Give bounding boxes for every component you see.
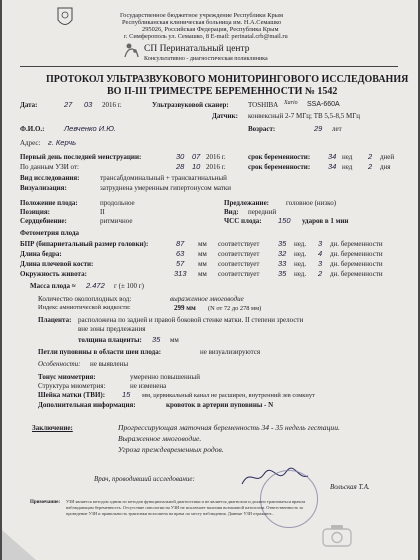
lmp-year: 2016 г. — [206, 153, 226, 161]
document-page — [2, 0, 418, 560]
sensor-label: Датчик: — [212, 112, 238, 120]
placenta-text-2: вне зоны предлежания — [78, 325, 146, 333]
femur-weeks: 32 — [278, 249, 287, 258]
placenta-label: Плацента: — [38, 316, 72, 324]
heartbeat-value: ритмичное — [100, 217, 133, 225]
lmp-day: 30 — [176, 152, 185, 161]
term1-days: 2 — [368, 152, 373, 161]
cord-loops-label: Петли пуповины в области шеи плода: — [38, 348, 162, 356]
coat-of-arms-icon — [56, 6, 74, 30]
scanner-brand: TOSHIBA — [248, 101, 279, 109]
extra-info-value: кровоток в артерии пуповины - N — [166, 401, 274, 409]
visualization-value: затруднена умеренным гипертонусом матки — [100, 184, 232, 192]
abdomen-weeks: 35 — [278, 269, 287, 278]
heartbeat-label: Сердцебиение: — [20, 217, 67, 225]
lmp-month: 07 — [192, 152, 201, 161]
femur-unit: мм — [198, 250, 207, 258]
address-label: Адрес: — [20, 139, 41, 147]
visualization-label: Визуализация: — [20, 184, 67, 192]
abdomen-days: 2 — [318, 269, 323, 278]
presentation-value: головное (низко) — [286, 199, 337, 207]
femur-mm: 63 — [176, 249, 185, 258]
humerus-label: Длина плечевой кости: — [20, 260, 94, 268]
presentation-label: Предлежание: — [224, 199, 270, 207]
bpd-mm: 87 — [176, 239, 185, 248]
cervix-label: Шейка матки (ТВИ): — [38, 391, 106, 399]
first-us-day: 28 — [176, 162, 185, 171]
header-rule — [20, 66, 398, 67]
note-label: Примечание: — [30, 500, 61, 505]
term1-label: срок беременности: — [248, 153, 311, 161]
extra-info-label: Дополнительная информация: — [38, 401, 136, 409]
fetal-pos-value: II — [100, 208, 105, 216]
humerus-mm: 57 — [176, 259, 185, 268]
abdomen-weeks-unit: нед. — [294, 270, 307, 278]
placenta-thickness-label: толщина плаценты: — [78, 336, 142, 344]
conclusion-line-3: Угроза преждевременных родов. — [118, 445, 224, 454]
page-corner-fold — [2, 530, 36, 560]
note-text: УЗИ является методом одним из методов функциональной диагностики и не является диагнозом и должно трактоваться врачом наблюдающим беременность. Отсутствие патологии на УЗИ не исключает наличия возможной патологии. Ответственность за проведение УЗИ и правильность трактовки возложена на врача по месту наблюдения. Данные УЗИ отражают... — [66, 499, 306, 516]
age-value: 29 — [314, 124, 323, 133]
protocol-title-line1: ПРОТОКОЛ УЛЬТРАЗВУКОВОГО МОНИТОРИНГОВОГО ИССЛЕДОВАНИЯ — [46, 74, 409, 85]
placenta-text-1: расположена по задней и правой боковой стенке матки. II степени зрелости — [78, 316, 304, 324]
fetometry-title: Фетометрия плода — [20, 229, 79, 237]
myometrium-structure-label: Структура миометрия: — [38, 382, 106, 390]
view-label: Вид: — [224, 208, 239, 216]
conclusion-line-2: Выраженное многоводие. — [118, 434, 202, 443]
conclusion-label: Заключение: — [32, 424, 73, 432]
afi-value: 299 мм — [174, 304, 196, 312]
exam-type-value: трансабдоминальный + трансвагинальный — [100, 174, 227, 182]
cord-loops-value: не визуализируются — [200, 348, 261, 356]
scanner-label: Ультразвуковой сканер: — [152, 101, 229, 109]
term1-weeks: 34 — [328, 152, 337, 161]
lmp-label: Первый день последней менструации: — [20, 153, 142, 161]
term1-days-unit: дней — [380, 153, 395, 161]
sensor-value: конвексный 2-7 МГц; ТВ 5,5-8,5 МГц — [248, 112, 361, 120]
first-us-month: 10 — [192, 162, 201, 171]
patient-name: Левченко И.Ю. — [64, 124, 116, 133]
femur-days-unit: дн. беременности — [330, 250, 383, 258]
date-label: Дата: — [20, 101, 38, 109]
term2-weeks-unit: нед — [342, 163, 353, 171]
conclusion-line-1: Прогрессирующая маточная беременность 34 - 35 недель гестации. — [118, 423, 340, 432]
femur-weeks-unit: нед. — [294, 250, 307, 258]
fluid-amount-value: выраженное многоводие — [170, 295, 244, 303]
placenta-thickness-unit: мм — [170, 336, 179, 344]
date-day: 27 — [64, 100, 73, 109]
fluid-amount-label: Количество околоплодных вод: — [38, 295, 132, 303]
mother-child-logo-icon — [122, 42, 142, 58]
placenta-thickness-value: 35 — [152, 335, 161, 344]
humerus-unit: мм — [198, 260, 207, 268]
humerus-days: 3 — [318, 259, 323, 268]
org-line-2: Республиканская клиническая больница им. Н.А.Семашко — [122, 19, 282, 26]
heart-rate-value: 150 — [278, 216, 291, 225]
features-label: Особенности: — [38, 360, 81, 368]
first-us-year: 2016 г. — [206, 163, 226, 171]
features-value: не выявлены — [90, 360, 129, 368]
address-value: г. Керчь — [48, 138, 77, 147]
scanner-model: SSA-660A — [307, 101, 340, 108]
tone-value: умеренно повышенный — [130, 373, 200, 381]
humerus-days-unit: дн. беременности — [330, 260, 383, 268]
fetal-position-label: Положение плода: — [20, 199, 78, 207]
term1-weeks-unit: нед — [342, 153, 353, 161]
term2-label: срок беременности: — [248, 163, 311, 171]
org-line-1: Государственное бюджетное учреждение Республики Крым — [120, 12, 284, 19]
org-line-3: 295026, Российская Федерация, Республика Крым — [142, 26, 279, 33]
afi-norm: (N от 72 до 278 мм) — [208, 305, 262, 312]
scanner-logo: Xario — [284, 100, 298, 106]
heart-rate-unit: ударов в 1 мин — [302, 217, 349, 225]
abdomen-match: соответствует — [218, 270, 260, 278]
femur-days: 4 — [318, 249, 323, 258]
camera-watermark-icon — [320, 522, 354, 548]
age-unit: лет — [332, 125, 342, 133]
abdomen-mm: 313 — [174, 269, 187, 278]
term2-days-unit: дня — [380, 163, 391, 171]
age-label: Возраст: — [248, 125, 276, 133]
first-us-label: По данным УЗИ от: — [20, 163, 79, 171]
bpd-days: 3 — [318, 239, 323, 248]
myometrium-structure-value: не изменена — [130, 382, 167, 390]
fio-label: Ф.И.О.: — [20, 125, 45, 133]
bpd-days-unit: дн. беременности — [330, 240, 383, 248]
femur-label: Длина бедра: — [20, 250, 62, 258]
abdomen-unit: мм — [198, 270, 207, 278]
cervix-text: мм, цервикальный канал не расширен, внутренний зев сомкнут — [142, 392, 315, 399]
abdomen-label: Окружность живота: — [20, 270, 87, 278]
term2-weeks: 34 — [328, 162, 337, 171]
weight-label: Масса плода ≈ — [30, 282, 76, 290]
femur-match: соответствует — [218, 250, 260, 258]
bpd-weeks-unit: нед. — [294, 240, 307, 248]
org-line-4: г. Симферополь ул. Семашко, 8 E-mail: perinatal.crb@mail.ru — [124, 33, 288, 40]
doctor-name: Вольская Т.А. — [330, 483, 370, 491]
heart-rate-label: ЧСС плода: — [224, 217, 262, 225]
exam-type-label: Вид исследования: — [20, 174, 80, 182]
bpd-label: БПР (бипариетальный размер головки): — [20, 240, 149, 248]
afi-label: Индекс амниотической жидкости: — [38, 304, 131, 311]
bpd-unit: мм — [198, 240, 207, 248]
weight-unit: г (± 100 г) — [114, 282, 144, 290]
view-value: передний — [248, 208, 277, 216]
center-subtitle: Консультативно - диагностическая поликлиника — [144, 56, 268, 62]
center-name: СП Перинатальный центр — [144, 44, 250, 54]
weight-value: 2.472 — [86, 281, 105, 290]
term2-days: 2 — [368, 162, 373, 171]
date-month: 03 — [84, 100, 93, 109]
humerus-match: соответствует — [218, 260, 260, 268]
cervix-value: 15 — [122, 390, 131, 399]
bpd-weeks: 35 — [278, 239, 287, 248]
fetal-position-value: продольное — [100, 199, 135, 207]
abdomen-days-unit: дн. беременности — [330, 270, 383, 278]
protocol-title-line2: ВО II-III ТРИМЕСТРЕ БЕРЕМЕННОСТИ № 1542 — [107, 86, 338, 97]
doctor-label: Врач, проводивший исследование: — [94, 475, 195, 483]
date-year: 2016 г. — [102, 101, 122, 109]
humerus-weeks: 33 — [278, 259, 287, 268]
humerus-weeks-unit: нед. — [294, 260, 307, 268]
tone-label: Тонус миометрия: — [38, 373, 96, 381]
bpd-match: соответствует — [218, 240, 260, 248]
fetal-pos-label: Позиция: — [20, 208, 50, 216]
